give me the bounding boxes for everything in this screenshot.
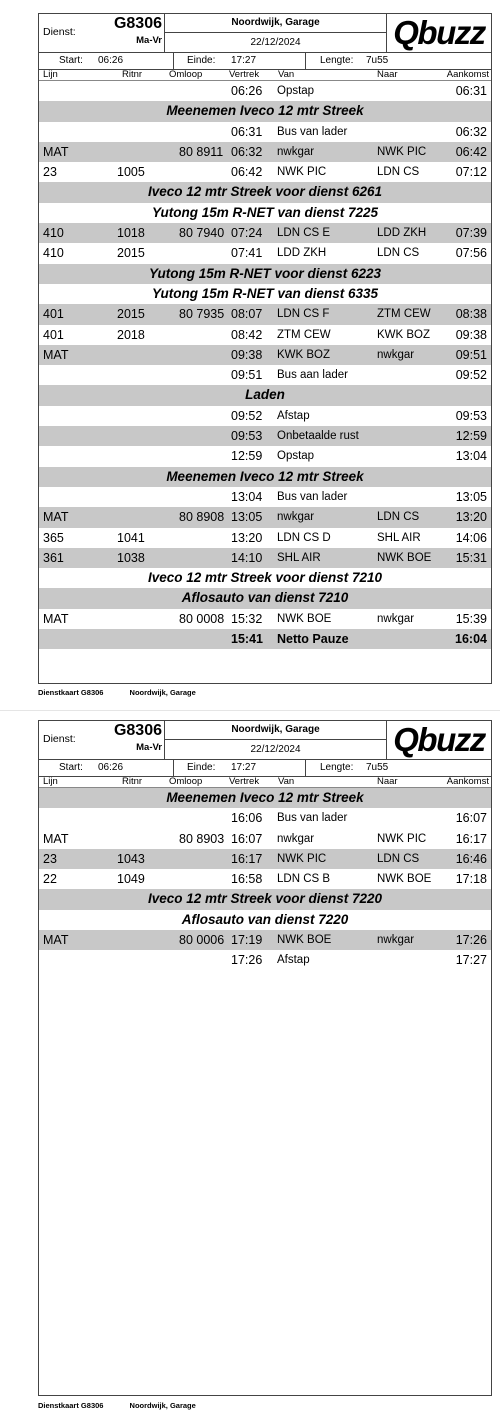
garage-name: Noordwijk, Garage <box>165 721 386 740</box>
cell-omloop: 80 0006 <box>179 933 225 948</box>
cell-vertrek: 07:41 <box>231 246 263 261</box>
cell-van: Bus aan lader <box>277 369 348 382</box>
qbuzz-logo: Qbuzz <box>393 14 485 51</box>
schedule-row <box>39 223 491 243</box>
cell-lijn: MAT <box>43 831 69 846</box>
section-heading <box>39 203 491 223</box>
cell-van: LDN CS D <box>277 531 331 544</box>
cell-van: NWK BOE <box>277 612 332 625</box>
section-text: Yutong 15m R-NET van dienst 7225 <box>151 204 379 220</box>
cell-lijn: MAT <box>43 611 69 626</box>
duty-code: G8306 <box>113 15 162 32</box>
cell-vertrek: 15:41 <box>231 632 263 647</box>
cell-naar: KWK BOZ <box>377 328 431 341</box>
cell-vertrek: 16:06 <box>231 811 263 826</box>
cell-aankomst: 09:38 <box>455 327 487 342</box>
section-text: Aflosauto van dienst 7220 <box>181 911 349 927</box>
cell-van: Opstap <box>277 450 315 463</box>
section-text: Yutong 15m R-NET van dienst 6335 <box>151 285 379 301</box>
cell-ritnr: 2015 <box>117 246 145 261</box>
schedule-row <box>39 426 491 446</box>
schedule-row <box>39 446 491 466</box>
section-text: Aflosauto van dienst 7210 <box>181 590 349 606</box>
cell-van: nwkgar <box>277 511 315 524</box>
cell-naar: NWK PIC <box>377 832 427 845</box>
cell-aankomst: 15:31 <box>455 550 487 565</box>
cell-van: Bus van lader <box>277 490 348 503</box>
cell-vertrek: 07:24 <box>231 226 263 241</box>
cell-lijn: 410 <box>43 246 64 261</box>
cell-van: Afstap <box>277 954 310 967</box>
col-vertrek: Vertrek <box>229 776 260 787</box>
cell-omloop: 80 7935 <box>179 307 225 322</box>
cell-aankomst: 06:32 <box>455 124 487 139</box>
col-ritnr: Ritnr <box>122 69 143 80</box>
schedule-rows <box>39 81 491 649</box>
schedule-row <box>39 345 491 365</box>
section-heading <box>39 101 491 121</box>
dienst-label: Dienst: <box>43 733 76 745</box>
section-text: Yutong 15m R-NET voor dienst 6223 <box>148 265 382 281</box>
cell-aankomst: 17:27 <box>455 953 487 968</box>
cell-aankomst: 06:31 <box>455 84 487 98</box>
cell-aankomst: 16:17 <box>455 831 487 846</box>
lengte-label: Lengte: <box>320 762 354 773</box>
page-separator <box>0 710 500 711</box>
cell-vertrek: 16:17 <box>231 851 263 866</box>
cell-aankomst: 07:56 <box>455 246 487 261</box>
section-heading <box>39 182 491 202</box>
cell-lijn: 23 <box>43 851 57 866</box>
cell-van: NWK PIC <box>277 166 327 179</box>
section-text: Iveco 12 mtr Streek voor dienst 7210 <box>147 570 383 586</box>
cell-aankomst: 12:59 <box>455 429 487 444</box>
section-heading <box>39 788 491 808</box>
section-text: Meenemen Iveco 12 mtr Streek <box>166 103 364 119</box>
page-footer <box>38 688 220 697</box>
start-label: Start: <box>59 55 83 66</box>
cell-vertrek: 08:42 <box>231 327 263 342</box>
cell-vertrek: 09:38 <box>231 347 263 362</box>
cell-van: nwkgar <box>277 832 315 845</box>
cell-vertrek: 17:19 <box>231 933 263 948</box>
cell-vertrek: 08:07 <box>231 307 263 322</box>
footer-card-id: Dienstkaart G8306 <box>38 688 104 697</box>
cell-naar: nwkgar <box>377 934 415 947</box>
footer-garage: Noordwijk, Garage <box>129 688 196 697</box>
start-time: 06:26 <box>98 762 124 773</box>
qbuzz-logo: Qbuzz <box>393 721 485 758</box>
duty-days: Ma-Vr <box>136 35 162 46</box>
schedule-row <box>39 808 491 828</box>
cell-van: Netto Pauze <box>277 632 349 647</box>
cell-aankomst: 09:52 <box>455 368 487 383</box>
col-naar: Naar <box>377 776 398 787</box>
cell-van: Afstap <box>277 409 310 422</box>
cell-aankomst: 16:46 <box>455 851 487 866</box>
cell-vertrek: 06:32 <box>231 144 263 159</box>
schedule-row <box>39 487 491 507</box>
einde-label: Einde: <box>187 762 216 773</box>
cell-van: LDN CS F <box>277 308 330 321</box>
cell-lijn: MAT <box>43 933 69 948</box>
cell-aankomst: 09:51 <box>455 347 487 362</box>
cell-lijn: MAT <box>43 144 69 159</box>
footer-garage: Noordwijk, Garage <box>129 1401 196 1410</box>
cell-ritnr: 1038 <box>117 550 145 565</box>
cell-aankomst: 13:05 <box>455 489 487 504</box>
cell-vertrek: 12:59 <box>231 449 263 464</box>
cell-vertrek: 13:04 <box>231 489 263 504</box>
duty-id-cell <box>39 721 165 759</box>
cell-ritnr: 1018 <box>117 226 145 241</box>
col-van: Van <box>278 776 295 787</box>
cell-aankomst: 09:53 <box>455 408 487 423</box>
schedule-row <box>39 142 491 162</box>
cell-van: NWK PIC <box>277 852 327 865</box>
cell-lijn: 361 <box>43 550 64 565</box>
schedule-row <box>39 406 491 426</box>
cell-aankomst: 07:12 <box>455 165 487 180</box>
cell-aankomst: 06:42 <box>455 144 487 159</box>
cell-aankomst: 17:18 <box>455 872 487 887</box>
page-footer <box>38 1401 220 1410</box>
cell-naar: NWK BOE <box>377 551 432 564</box>
cell-vertrek: 14:10 <box>231 550 263 565</box>
section-heading <box>39 385 491 405</box>
duty-card-page-1 <box>38 13 492 684</box>
cell-vertrek: 17:26 <box>231 953 263 968</box>
cell-vertrek: 16:07 <box>231 831 263 846</box>
schedule-row <box>39 930 491 950</box>
schedule-row <box>39 325 491 345</box>
schedule-row <box>39 81 491 101</box>
lengte-label: Lengte: <box>320 55 354 66</box>
section-heading <box>39 284 491 304</box>
schedule-row <box>39 162 491 182</box>
cell-ritnr: 1043 <box>117 851 145 866</box>
cell-lijn: 23 <box>43 165 57 180</box>
section-heading <box>39 568 491 588</box>
cell-lijn: 410 <box>43 226 64 241</box>
cell-ritnr: 2018 <box>117 327 145 342</box>
cell-van: Onbetaalde rust <box>277 430 359 443</box>
column-headers <box>39 777 491 788</box>
cell-van: NWK BOE <box>277 934 332 947</box>
cell-omloop: 80 7940 <box>179 226 225 241</box>
cell-vertrek: 09:52 <box>231 408 263 423</box>
footer-card-id: Dienstkaart G8306 <box>38 1401 104 1410</box>
schedule-rows <box>39 788 491 971</box>
cell-naar: LDN CS <box>377 166 420 179</box>
schedule-row <box>39 304 491 324</box>
duty-date: 22/12/2024 <box>250 37 301 48</box>
garage-date-cell <box>165 721 387 759</box>
cell-van: ZTM CEW <box>277 328 331 341</box>
schedule-row <box>39 869 491 889</box>
lengte-value: 7u55 <box>366 55 389 66</box>
cell-van: SHL AIR <box>277 551 321 564</box>
col-omloop: Omloop <box>169 69 203 80</box>
start-label: Start: <box>59 762 83 773</box>
cell-naar: NWK PIC <box>377 145 427 158</box>
col-aankomst: Aankomst <box>446 69 489 80</box>
schedule-row <box>39 507 491 527</box>
cell-vertrek: 16:58 <box>231 872 263 887</box>
cell-naar: LDN CS <box>377 852 420 865</box>
einde-label: Einde: <box>187 55 216 66</box>
cell-naar: nwkgar <box>377 612 415 625</box>
section-heading <box>39 264 491 284</box>
cell-van: LDD ZKH <box>277 247 327 260</box>
duty-date: 22/12/2024 <box>250 744 301 755</box>
section-text: Meenemen Iveco 12 mtr Streek <box>166 468 364 484</box>
cell-van: LDN CS E <box>277 227 331 240</box>
cell-aankomst: 17:26 <box>455 933 487 948</box>
dienst-label: Dienst: <box>43 26 76 38</box>
cell-omloop: 80 8903 <box>179 831 225 846</box>
times-bar <box>39 53 491 70</box>
cell-aankomst: 07:39 <box>455 226 487 241</box>
start-time: 06:26 <box>98 55 124 66</box>
cell-van: nwkgar <box>277 145 315 158</box>
section-text: Laden <box>245 387 285 403</box>
cell-vertrek: 13:05 <box>231 510 263 525</box>
cell-lijn: 365 <box>43 530 64 545</box>
cell-naar: LDD ZKH <box>377 227 427 240</box>
duty-card-page-2 <box>38 720 492 1396</box>
cell-aankomst: 14:06 <box>455 530 487 545</box>
cell-lijn: 22 <box>43 872 57 887</box>
col-ritnr: Ritnr <box>122 776 143 787</box>
cell-ritnr: 1005 <box>117 165 145 180</box>
schedule-row <box>39 548 491 568</box>
cell-van: Bus van lader <box>277 125 348 138</box>
cell-van: Bus van lader <box>277 812 348 825</box>
cell-lijn: 401 <box>43 327 64 342</box>
col-naar: Naar <box>377 69 398 80</box>
cell-vertrek: 06:26 <box>231 84 263 98</box>
schedule-row <box>39 829 491 849</box>
garage-name: Noordwijk, Garage <box>165 14 386 33</box>
cell-ritnr: 1041 <box>117 530 145 545</box>
col-lijn: Lijn <box>43 776 58 787</box>
schedule-row <box>39 122 491 142</box>
cell-omloop: 80 8911 <box>179 144 224 159</box>
cell-omloop: 80 0008 <box>179 611 225 626</box>
duty-code: G8306 <box>113 722 162 739</box>
col-aankomst: Aankomst <box>446 776 489 787</box>
cell-naar: SHL AIR <box>377 531 421 544</box>
card-header <box>39 721 491 760</box>
cell-lijn: MAT <box>43 347 69 362</box>
cell-ritnr: 1049 <box>117 872 145 887</box>
section-heading <box>39 467 491 487</box>
schedule-row <box>39 609 491 629</box>
cell-vertrek: 09:53 <box>231 429 263 444</box>
cell-ritnr: 2015 <box>117 307 145 322</box>
cell-aankomst: 15:39 <box>455 611 487 626</box>
schedule-row <box>39 629 491 649</box>
schedule-row <box>39 950 491 970</box>
col-vertrek: Vertrek <box>229 69 260 80</box>
section-text: Iveco 12 mtr Streek voor dienst 7220 <box>147 891 383 907</box>
cell-aankomst: 16:07 <box>455 811 487 826</box>
col-van: Van <box>278 69 295 80</box>
cell-aankomst: 16:04 <box>455 632 487 647</box>
cell-naar: nwkgar <box>377 348 415 361</box>
section-heading <box>39 889 491 909</box>
cell-vertrek: 13:20 <box>231 530 263 545</box>
cell-van: LDN CS B <box>277 873 331 886</box>
cell-naar: LDN CS <box>377 247 420 260</box>
col-omloop: Omloop <box>169 776 203 787</box>
card-header <box>39 14 491 53</box>
section-text: Meenemen Iveco 12 mtr Streek <box>166 790 364 805</box>
duty-id-cell <box>39 14 165 52</box>
cell-naar: LDN CS <box>377 511 420 524</box>
col-lijn: Lijn <box>43 69 58 80</box>
schedule-row <box>39 849 491 869</box>
cell-naar: NWK BOE <box>377 873 432 886</box>
cell-vertrek: 09:51 <box>231 368 263 383</box>
cell-vertrek: 06:42 <box>231 165 263 180</box>
cell-aankomst: 08:38 <box>455 307 487 322</box>
cell-aankomst: 13:20 <box>455 510 487 525</box>
cell-vertrek: 06:31 <box>231 124 263 139</box>
einde-time: 17:27 <box>231 762 257 773</box>
section-heading <box>39 910 491 930</box>
times-bar <box>39 760 491 777</box>
cell-lijn: MAT <box>43 510 69 525</box>
cell-van: Opstap <box>277 85 315 97</box>
cell-omloop: 80 8908 <box>179 510 225 525</box>
garage-date-cell <box>165 14 387 52</box>
cell-naar: ZTM CEW <box>377 308 431 321</box>
cell-aankomst: 13:04 <box>455 449 487 464</box>
duty-days: Ma-Vr <box>136 742 162 753</box>
lengte-value: 7u55 <box>366 762 389 773</box>
einde-time: 17:27 <box>231 55 257 66</box>
cell-lijn: 401 <box>43 307 64 322</box>
section-heading <box>39 588 491 608</box>
schedule-row <box>39 243 491 263</box>
schedule-row <box>39 365 491 385</box>
cell-van: KWK BOZ <box>277 348 331 361</box>
section-text: Iveco 12 mtr Streek voor dienst 6261 <box>147 184 383 200</box>
schedule-row <box>39 528 491 548</box>
column-headers <box>39 70 491 81</box>
cell-vertrek: 15:32 <box>231 611 263 626</box>
